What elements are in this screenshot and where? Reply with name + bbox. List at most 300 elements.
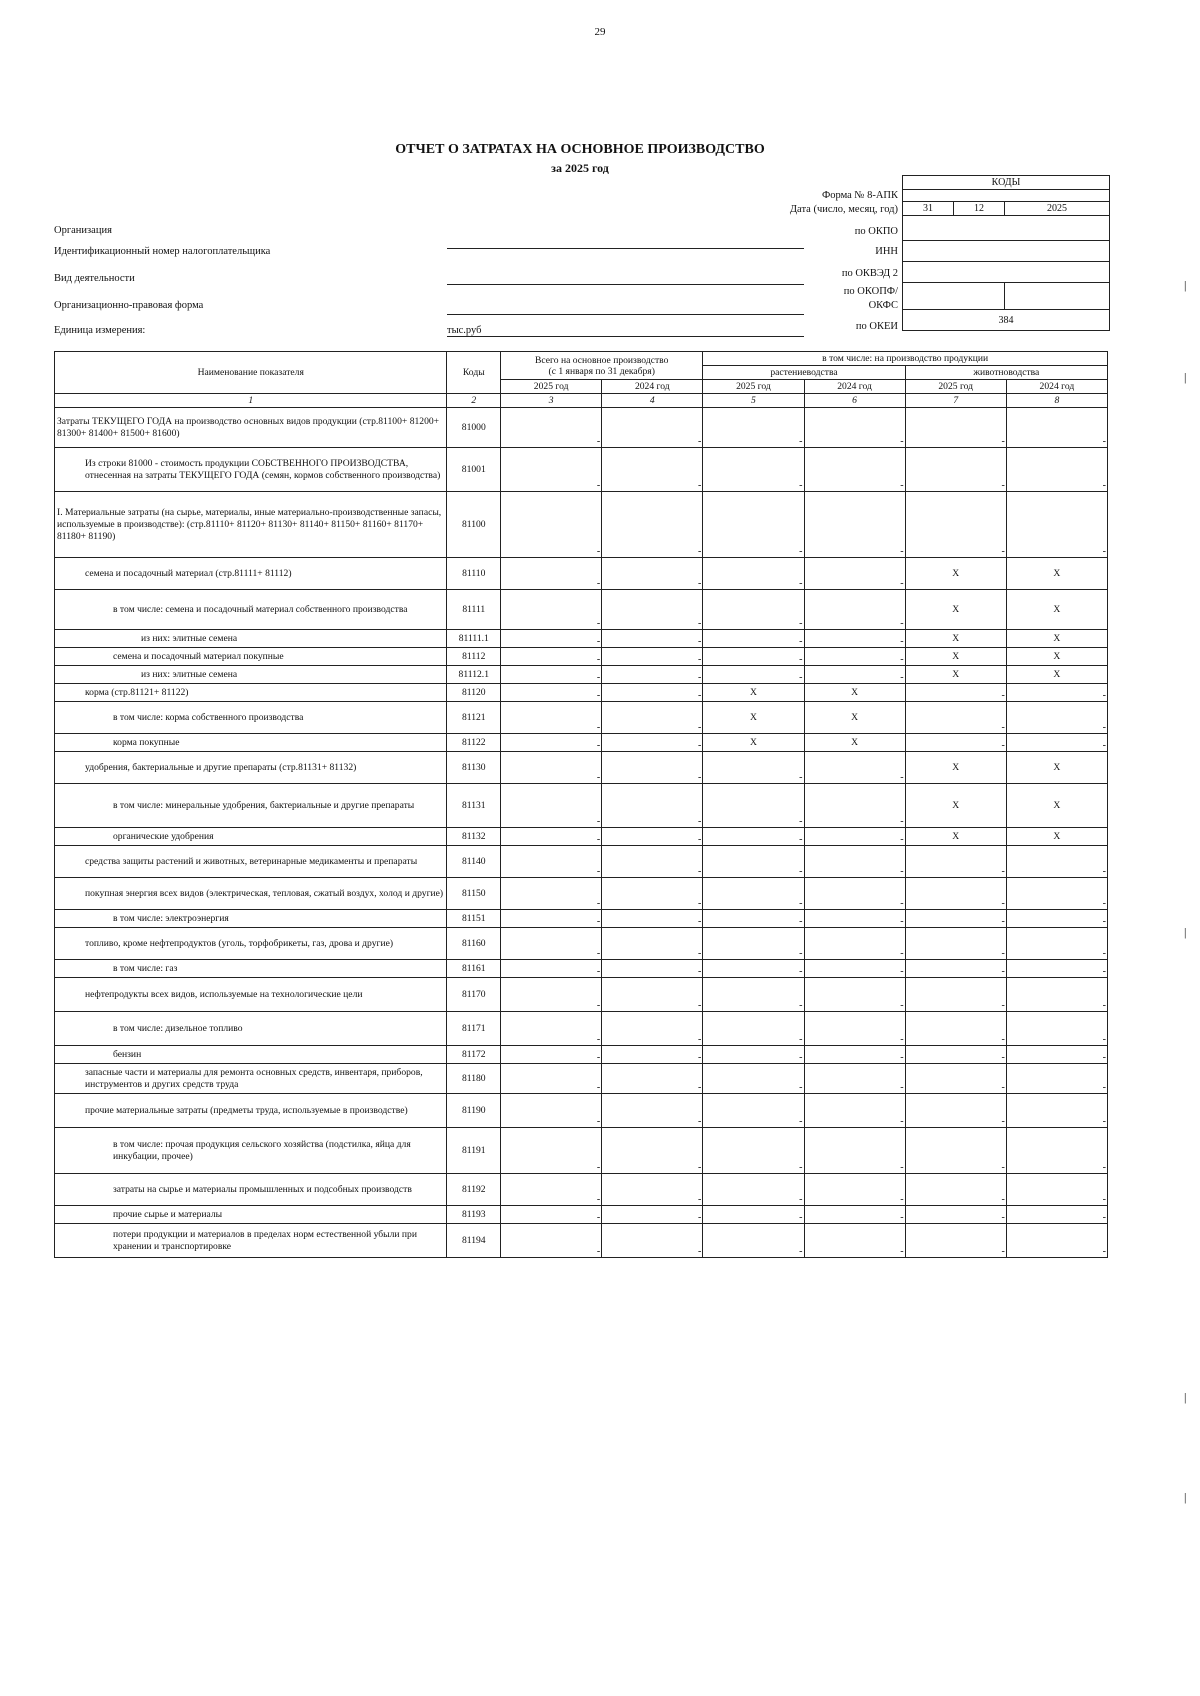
dash-mark: - xyxy=(1001,436,1005,447)
dash-mark: - xyxy=(698,690,702,701)
row-code: 81192 xyxy=(447,1174,501,1206)
value-cell[interactable] xyxy=(905,702,1006,734)
x-mark-cell: X xyxy=(1006,558,1107,590)
legal-form-label: Организационно-правовая форма xyxy=(54,300,204,311)
value-cell[interactable] xyxy=(703,928,804,960)
value-cell[interactable] xyxy=(602,1224,703,1258)
value-cell[interactable] xyxy=(804,846,905,878)
value-cell[interactable] xyxy=(804,960,905,978)
value-cell[interactable] xyxy=(501,1046,602,1064)
row-code: 81110 xyxy=(447,558,501,590)
value-cell[interactable] xyxy=(703,558,804,590)
value-cell[interactable] xyxy=(804,648,905,666)
value-cell[interactable] xyxy=(703,1094,804,1128)
value-cell[interactable] xyxy=(905,910,1006,928)
value-cell[interactable] xyxy=(602,928,703,960)
table-row xyxy=(55,1094,1108,1128)
col-total-header xyxy=(501,352,703,380)
value-cell[interactable] xyxy=(905,684,1006,702)
dash-mark: - xyxy=(799,898,803,909)
x-mark-cell: X xyxy=(703,684,804,702)
row-name: семена и посадочный материал покупные xyxy=(55,648,447,666)
row-code: 81151 xyxy=(447,910,501,928)
value-cell[interactable] xyxy=(501,492,602,558)
value-cell[interactable] xyxy=(501,1128,602,1174)
table-row xyxy=(55,590,1108,630)
row-name: в том числе: минеральные удобрения, бактериальные и другие препараты xyxy=(55,784,447,828)
value-cell[interactable] xyxy=(1006,978,1107,1012)
dash-mark: - xyxy=(698,834,702,845)
value-cell[interactable] xyxy=(804,1174,905,1206)
inn-label: Идентификационный номер налогоплательщика xyxy=(54,246,271,257)
value-cell[interactable] xyxy=(804,978,905,1012)
dash-mark: - xyxy=(1001,1116,1005,1127)
value-cell[interactable] xyxy=(501,1094,602,1128)
value-cell[interactable] xyxy=(703,630,804,648)
dash-mark: - xyxy=(698,636,702,647)
value-cell[interactable] xyxy=(703,960,804,978)
value-cell[interactable] xyxy=(602,846,703,878)
value-cell[interactable] xyxy=(703,1206,804,1224)
table-row xyxy=(55,1046,1108,1064)
value-cell[interactable] xyxy=(602,448,703,492)
value-cell[interactable] xyxy=(602,784,703,828)
value-cell[interactable] xyxy=(804,828,905,846)
value-cell[interactable] xyxy=(602,1206,703,1224)
value-cell[interactable] xyxy=(1006,1046,1107,1064)
table-row xyxy=(55,558,1108,590)
value-cell[interactable] xyxy=(905,734,1006,752)
dash-mark: - xyxy=(1102,546,1106,557)
dash-mark: - xyxy=(698,948,702,959)
date-day[interactable]: 31 xyxy=(903,202,954,216)
value-cell[interactable] xyxy=(1006,684,1107,702)
cost-table xyxy=(54,351,1108,1258)
dash-mark: - xyxy=(900,1194,904,1205)
value-cell[interactable] xyxy=(501,448,602,492)
value-cell[interactable] xyxy=(703,1012,804,1046)
value-cell[interactable] xyxy=(501,1224,602,1258)
value-cell[interactable] xyxy=(804,558,905,590)
x-mark-cell: X xyxy=(905,648,1006,666)
value-cell[interactable] xyxy=(804,1224,905,1258)
okved-cell[interactable] xyxy=(903,262,1110,283)
dash-mark: - xyxy=(799,1034,803,1045)
value-cell[interactable] xyxy=(905,846,1006,878)
dash-mark: - xyxy=(1102,480,1106,491)
dash-mark: - xyxy=(799,636,803,647)
value-cell[interactable] xyxy=(905,492,1006,558)
value-cell[interactable] xyxy=(1006,910,1107,928)
form-code-cell[interactable] xyxy=(903,190,1110,202)
okpo-cell[interactable] xyxy=(903,216,1110,241)
value-cell[interactable] xyxy=(905,408,1006,448)
total-header-line2: (с 1 января по 31 декабря) xyxy=(548,365,655,377)
dash-mark: - xyxy=(900,834,904,845)
dash-mark: - xyxy=(900,866,904,877)
okved-label: по ОКВЭД 2 xyxy=(841,268,898,279)
dash-mark: - xyxy=(900,1082,904,1093)
value-cell[interactable] xyxy=(804,928,905,960)
value-cell[interactable] xyxy=(602,630,703,648)
value-cell[interactable] xyxy=(602,910,703,928)
value-cell[interactable] xyxy=(501,910,602,928)
value-cell[interactable] xyxy=(703,1224,804,1258)
row-name: прочие материальные затраты (предметы труда, используемые в производстве) xyxy=(55,1094,447,1128)
date-month[interactable]: 12 xyxy=(954,202,1005,216)
dash-mark: - xyxy=(1001,480,1005,491)
value-cell[interactable] xyxy=(602,702,703,734)
dash-mark: - xyxy=(799,1162,803,1173)
dash-mark: - xyxy=(596,654,601,665)
value-cell[interactable] xyxy=(501,960,602,978)
dash-mark: - xyxy=(1102,1246,1106,1257)
dash-mark: - xyxy=(799,436,803,447)
value-cell[interactable] xyxy=(703,878,804,910)
dash-mark: - xyxy=(698,1052,702,1063)
row-name: из них: элитные семена xyxy=(55,666,447,684)
dash-mark: - xyxy=(1001,1212,1005,1223)
value-cell[interactable] xyxy=(602,878,703,910)
value-cell[interactable] xyxy=(602,1094,703,1128)
row-code: 81180 xyxy=(447,1064,501,1094)
value-cell[interactable] xyxy=(602,492,703,558)
value-cell[interactable] xyxy=(703,752,804,784)
value-cell[interactable] xyxy=(501,408,602,448)
value-cell[interactable] xyxy=(1006,846,1107,878)
col-animal-header: животноводства xyxy=(905,366,1107,380)
table-row xyxy=(55,408,1108,448)
value-cell[interactable] xyxy=(501,558,602,590)
value-cell[interactable] xyxy=(905,978,1006,1012)
dash-mark: - xyxy=(799,480,803,491)
col-incl-header: в том числе: на производство продукции xyxy=(703,352,1108,366)
table-row xyxy=(55,1012,1108,1046)
dash-mark: - xyxy=(1102,436,1106,447)
row-code: 81112.1 xyxy=(447,666,501,684)
dash-mark: - xyxy=(799,1246,803,1257)
dash-mark: - xyxy=(1102,1000,1106,1011)
row-code: 81120 xyxy=(447,684,501,702)
date-year[interactable]: 2025 xyxy=(1005,202,1110,216)
value-cell[interactable] xyxy=(501,1064,602,1094)
col-plant-header: растениеводства xyxy=(703,366,905,380)
value-cell[interactable] xyxy=(501,1174,602,1206)
row-name: удобрения, бактериальные и другие препараты (стр.81131+ 81132) xyxy=(55,752,447,784)
row-code: 81170 xyxy=(447,978,501,1012)
value-cell[interactable] xyxy=(501,630,602,648)
dash-mark: - xyxy=(596,1034,601,1045)
value-cell[interactable] xyxy=(804,1128,905,1174)
col-year-header: 2025 год xyxy=(905,380,1006,394)
value-cell[interactable] xyxy=(804,448,905,492)
value-cell[interactable] xyxy=(804,630,905,648)
row-code: 81171 xyxy=(447,1012,501,1046)
value-cell[interactable] xyxy=(602,684,703,702)
dash-mark: - xyxy=(1001,898,1005,909)
row-name: семена и посадочный материал (стр.81111+ 81112) xyxy=(55,558,447,590)
total-header-line1: Всего на основное производство xyxy=(535,354,669,366)
value-cell[interactable] xyxy=(602,408,703,448)
codes-header: КОДЫ xyxy=(903,176,1110,190)
dash-mark: - xyxy=(698,1082,702,1093)
col-number: 1 xyxy=(55,394,447,408)
table-row xyxy=(55,1064,1108,1094)
dash-mark: - xyxy=(596,636,601,647)
value-cell[interactable] xyxy=(804,1094,905,1128)
value-cell[interactable] xyxy=(703,978,804,1012)
value-cell[interactable] xyxy=(703,648,804,666)
value-cell[interactable] xyxy=(703,492,804,558)
value-cell[interactable] xyxy=(804,590,905,630)
value-cell[interactable] xyxy=(703,846,804,878)
value-cell[interactable] xyxy=(1006,960,1107,978)
value-cell[interactable] xyxy=(804,1206,905,1224)
dash-mark: - xyxy=(698,578,702,589)
dash-mark: - xyxy=(596,1000,601,1011)
value-cell[interactable] xyxy=(703,408,804,448)
dash-mark: - xyxy=(799,816,803,827)
dash-mark: - xyxy=(900,916,904,927)
row-code: 81132 xyxy=(447,828,501,846)
row-name: в том числе: дизельное топливо xyxy=(55,1012,447,1046)
value-cell[interactable] xyxy=(1006,408,1107,448)
value-cell[interactable] xyxy=(602,558,703,590)
value-cell[interactable] xyxy=(905,1012,1006,1046)
dash-mark: - xyxy=(1001,546,1005,557)
legal-form-underline xyxy=(447,313,804,315)
value-cell[interactable] xyxy=(501,928,602,960)
value-cell[interactable] xyxy=(602,648,703,666)
value-cell[interactable] xyxy=(1006,1094,1107,1128)
col-name-header: Наименование показателя xyxy=(55,352,447,394)
value-cell[interactable] xyxy=(501,828,602,846)
report-subtitle: за 2025 год xyxy=(551,161,609,175)
dash-mark: - xyxy=(799,1116,803,1127)
value-cell[interactable] xyxy=(905,1128,1006,1174)
dash-mark: - xyxy=(698,546,702,557)
value-cell[interactable] xyxy=(1006,1128,1107,1174)
value-cell[interactable] xyxy=(804,1046,905,1064)
value-cell[interactable] xyxy=(602,1012,703,1046)
value-cell[interactable] xyxy=(501,1206,602,1224)
table-row xyxy=(55,978,1108,1012)
value-cell[interactable] xyxy=(804,1012,905,1046)
value-cell[interactable] xyxy=(602,978,703,1012)
value-cell[interactable] xyxy=(703,1174,804,1206)
value-cell[interactable] xyxy=(703,666,804,684)
dash-mark: - xyxy=(1102,948,1106,959)
row-name: в том числе: электроэнергия xyxy=(55,910,447,928)
inn-code-cell[interactable] xyxy=(903,241,1110,262)
dash-mark: - xyxy=(799,1194,803,1205)
dash-mark: - xyxy=(900,1034,904,1045)
value-cell[interactable] xyxy=(602,666,703,684)
dash-mark: - xyxy=(900,898,904,909)
value-cell[interactable] xyxy=(703,828,804,846)
row-code: 81130 xyxy=(447,752,501,784)
dash-mark: - xyxy=(698,898,702,909)
value-cell[interactable] xyxy=(1006,878,1107,910)
value-cell[interactable] xyxy=(703,448,804,492)
dash-mark: - xyxy=(799,772,803,783)
value-cell[interactable] xyxy=(804,408,905,448)
dash-mark: - xyxy=(900,546,904,557)
value-cell[interactable] xyxy=(501,666,602,684)
value-cell[interactable] xyxy=(602,1174,703,1206)
x-mark-cell: X xyxy=(905,666,1006,684)
col-number: 5 xyxy=(703,394,804,408)
value-cell[interactable] xyxy=(804,492,905,558)
table-row xyxy=(55,752,1108,784)
value-cell[interactable] xyxy=(804,1064,905,1094)
value-cell[interactable] xyxy=(703,1128,804,1174)
value-cell[interactable] xyxy=(501,590,602,630)
dash-mark: - xyxy=(1102,1082,1106,1093)
okpo-label: по ОКПО xyxy=(854,226,898,237)
report-title: ОТЧЕТ О ЗАТРАТАХ НА ОСНОВНОЕ ПРОИЗВОДСТВО xyxy=(395,142,765,157)
value-cell[interactable] xyxy=(602,1046,703,1064)
dash-mark: - xyxy=(596,740,601,751)
dash-mark: - xyxy=(698,1246,702,1257)
value-cell[interactable] xyxy=(602,752,703,784)
dash-mark: - xyxy=(698,966,702,977)
value-cell[interactable] xyxy=(1006,492,1107,558)
dash-mark: - xyxy=(698,480,702,491)
dash-mark: - xyxy=(1001,1194,1005,1205)
row-code: 81131 xyxy=(447,784,501,828)
row-name: прочие сырье и материалы xyxy=(55,1206,447,1224)
dash-mark: - xyxy=(596,772,601,783)
page-number: 29 xyxy=(594,26,606,38)
dash-mark: - xyxy=(799,1052,803,1063)
value-cell[interactable] xyxy=(501,702,602,734)
value-cell[interactable] xyxy=(804,666,905,684)
activity-label: Вид деятельности xyxy=(54,273,135,284)
col-number: 6 xyxy=(804,394,905,408)
value-cell[interactable] xyxy=(602,828,703,846)
dash-mark: - xyxy=(900,1116,904,1127)
col-number: 7 xyxy=(905,394,1006,408)
value-cell[interactable] xyxy=(905,1206,1006,1224)
value-cell[interactable] xyxy=(501,846,602,878)
value-cell[interactable] xyxy=(1006,448,1107,492)
table-row xyxy=(55,648,1108,666)
margin-mark: | xyxy=(1184,278,1187,292)
row-name: I. Материальные затраты (на сырье, материалы, иные материально-производственные запасы, используемые в производстве): (стр.81110+ 81120+ 81130+ 81140+ 81150+ 81160+ 81170+ 81180+ 81190) xyxy=(55,492,447,558)
dash-mark: - xyxy=(698,654,702,665)
x-mark-cell: X xyxy=(905,752,1006,784)
dash-mark: - xyxy=(1102,722,1106,733)
dash-mark: - xyxy=(1102,1194,1106,1205)
dash-mark: - xyxy=(1102,1034,1106,1045)
dash-mark: - xyxy=(596,1246,601,1257)
dash-mark: - xyxy=(1001,740,1005,751)
value-cell[interactable] xyxy=(501,878,602,910)
dash-mark: - xyxy=(698,1000,702,1011)
value-cell[interactable] xyxy=(1006,1064,1107,1094)
value-cell[interactable] xyxy=(905,448,1006,492)
okopf-cell[interactable] xyxy=(903,283,1005,310)
table-row xyxy=(55,1224,1108,1258)
value-cell[interactable] xyxy=(1006,702,1107,734)
date-label: Дата (число, месяц, год) xyxy=(789,204,898,215)
value-cell[interactable] xyxy=(804,878,905,910)
value-cell[interactable] xyxy=(602,1064,703,1094)
value-cell[interactable] xyxy=(804,910,905,928)
dash-mark: - xyxy=(1001,866,1005,877)
row-name: Затраты ТЕКУЩЕГО ГОДА на производство основных видов продукции (стр.81100+ 81200+ 81300+ 81400+ 81500+ 81600) xyxy=(55,408,447,448)
value-cell[interactable] xyxy=(501,978,602,1012)
value-cell[interactable] xyxy=(703,784,804,828)
row-code: 81190 xyxy=(447,1094,501,1128)
value-cell[interactable] xyxy=(905,960,1006,978)
dash-mark: - xyxy=(1102,1116,1106,1127)
value-cell[interactable] xyxy=(1006,734,1107,752)
value-cell[interactable] xyxy=(1006,1174,1107,1206)
value-cell[interactable] xyxy=(905,1094,1006,1128)
dash-mark: - xyxy=(900,1162,904,1173)
value-cell[interactable] xyxy=(905,928,1006,960)
dash-mark: - xyxy=(698,1212,702,1223)
dash-mark: - xyxy=(698,436,702,447)
value-cell[interactable] xyxy=(703,910,804,928)
value-cell[interactable] xyxy=(602,734,703,752)
value-cell[interactable] xyxy=(501,784,602,828)
value-cell[interactable] xyxy=(1006,1206,1107,1224)
row-name: средства защиты растений и животных, ветеринарные медикаменты и препараты xyxy=(55,846,447,878)
dash-mark: - xyxy=(1102,916,1106,927)
value-cell[interactable] xyxy=(905,1174,1006,1206)
value-cell[interactable] xyxy=(703,590,804,630)
row-name: потери продукции и материалов в пределах норм естественной убыли при хранении и транспортировке xyxy=(55,1224,447,1258)
value-cell[interactable] xyxy=(905,1046,1006,1064)
value-cell[interactable] xyxy=(804,784,905,828)
value-cell[interactable] xyxy=(905,878,1006,910)
value-cell[interactable] xyxy=(1006,1012,1107,1046)
value-cell[interactable] xyxy=(804,752,905,784)
value-cell[interactable] xyxy=(703,1046,804,1064)
value-cell[interactable] xyxy=(501,752,602,784)
value-cell[interactable] xyxy=(602,590,703,630)
dash-mark: - xyxy=(596,948,601,959)
okei-cell[interactable]: 384 xyxy=(903,310,1110,331)
table-row xyxy=(55,928,1108,960)
value-cell[interactable] xyxy=(501,648,602,666)
value-cell[interactable] xyxy=(501,684,602,702)
value-cell[interactable] xyxy=(905,1064,1006,1094)
value-cell[interactable] xyxy=(501,734,602,752)
value-cell[interactable] xyxy=(703,1064,804,1094)
unit-value: тыс.руб xyxy=(447,325,804,337)
row-code: 81160 xyxy=(447,928,501,960)
row-name: Из строки 81000 - стоимость продукции СОБСТВЕННОГО ПРОИЗВОДСТВА, отнесенная на затраты ТЕКУЩЕГО ГОДА (семян, кормов собственного производства) xyxy=(55,448,447,492)
value-cell[interactable] xyxy=(602,960,703,978)
row-code: 81111.1 xyxy=(447,630,501,648)
dash-mark: - xyxy=(1102,740,1106,751)
value-cell[interactable] xyxy=(602,1128,703,1174)
value-cell[interactable] xyxy=(905,1224,1006,1258)
value-cell[interactable] xyxy=(1006,928,1107,960)
row-name: в том числе: прочая продукция сельского хозяйства (подстилка, яйца для инкубации, прочее) xyxy=(55,1128,447,1174)
dash-mark: - xyxy=(1001,690,1005,701)
table-row xyxy=(55,684,1108,702)
okfs-cell[interactable] xyxy=(1005,283,1110,310)
value-cell[interactable] xyxy=(1006,1224,1107,1258)
value-cell[interactable] xyxy=(501,1012,602,1046)
dash-mark: - xyxy=(596,834,601,845)
table-row xyxy=(55,492,1108,558)
